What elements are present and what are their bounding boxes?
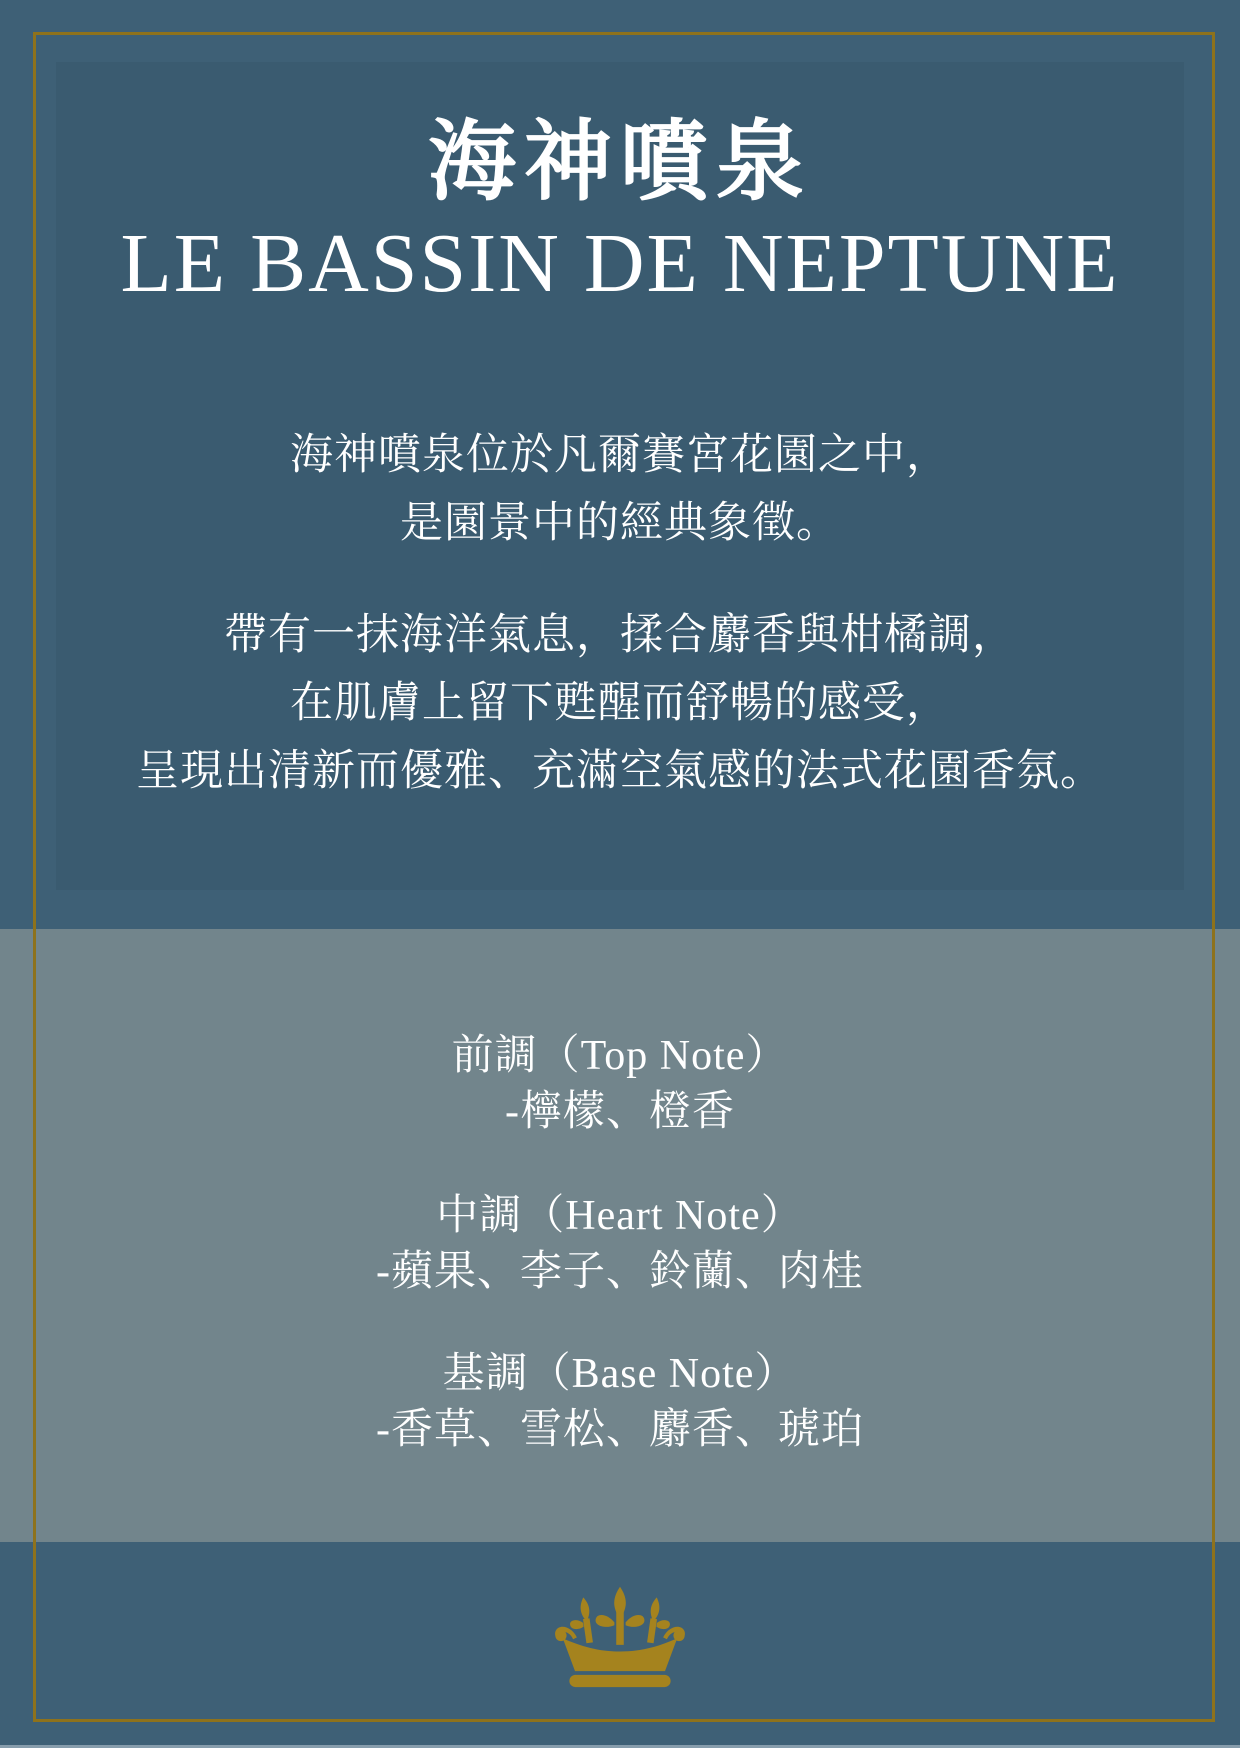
crown-icon bbox=[545, 1583, 695, 1688]
description-line-3: 呈現出清新而優雅、充滿空氣感的法式花園香氛。 bbox=[136, 748, 1104, 795]
poster-title-chinese: 海神噴泉 bbox=[427, 115, 812, 212]
intro-paragraph bbox=[0, 422, 1240, 558]
description-paragraph bbox=[0, 602, 1240, 806]
note-label-top: 前調（Top Note） bbox=[451, 1033, 789, 1079]
note-group-top bbox=[0, 1028, 1240, 1140]
intro-line-1: 海神噴泉位於凡爾賽宮花園之中， bbox=[290, 432, 950, 479]
note-ingredients-top: -檸檬、橙香 bbox=[505, 1089, 735, 1135]
note-label-base: 基調（Base Note） bbox=[442, 1351, 798, 1397]
intro-line-2: 是園景中的經典象徵。 bbox=[400, 500, 840, 547]
note-label-heart: 中調（Heart Note） bbox=[436, 1193, 804, 1239]
note-group-base bbox=[0, 1346, 1240, 1458]
poster-title-french: LE BASSIN DE NEPTUNE bbox=[120, 217, 1120, 310]
note-ingredients-heart: -蘋果、李子、鈴蘭、肉桂 bbox=[376, 1249, 864, 1295]
description-line-2: 在肌膚上留下甦醒而舒暢的感受， bbox=[290, 680, 950, 727]
note-ingredients-base: -香草、雪松、麝香、琥珀 bbox=[376, 1407, 864, 1453]
note-group-heart bbox=[0, 1188, 1240, 1300]
description-line-1: 帶有一抹海洋氣息，揉合麝香與柑橘調， bbox=[224, 612, 1016, 659]
